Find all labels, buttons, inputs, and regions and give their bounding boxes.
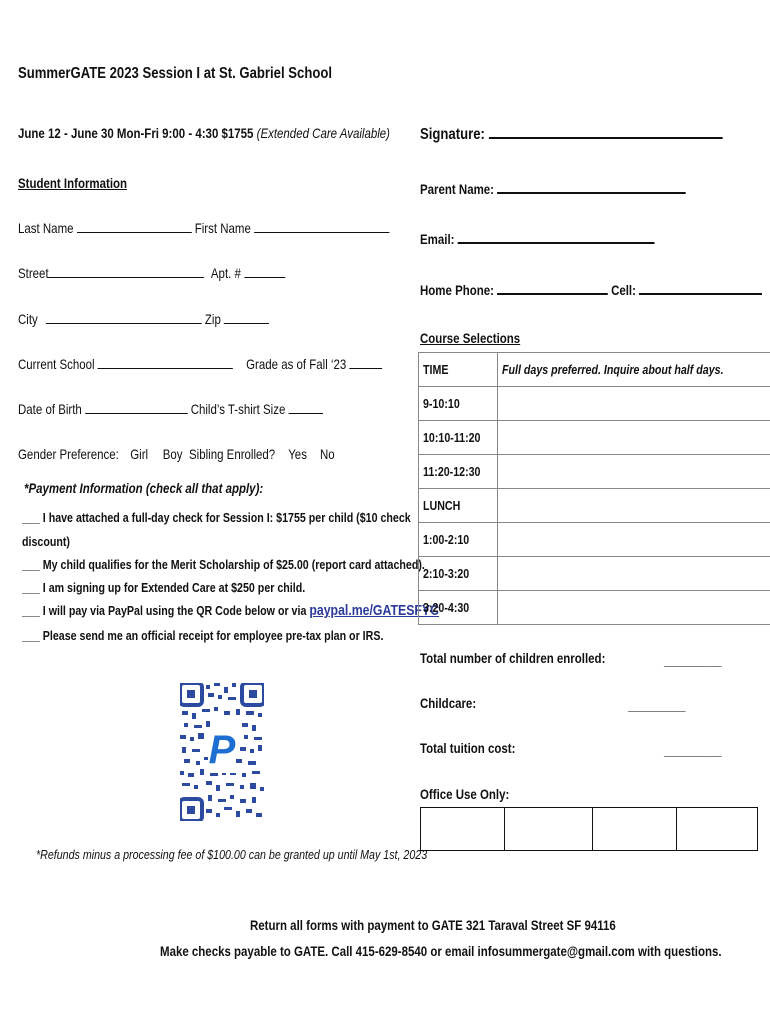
tuition-line[interactable]: _________ (664, 742, 722, 758)
student-info-heading: Student Information (18, 175, 128, 191)
total-children-line[interactable]: _________ (664, 652, 722, 668)
payment-blank-1[interactable]: ___ (22, 510, 40, 525)
payment-item-1-cont: discount) (22, 534, 70, 549)
payment-item-3-text: I am signing up for Extended Care at $250 per child. (42, 580, 306, 595)
signature-field[interactable] (420, 125, 722, 143)
name-row (18, 220, 389, 236)
dob-line[interactable] (85, 401, 187, 414)
payment-item-4-text: I will pay via PayPal using the QR Code below or via (42, 603, 307, 618)
time-slot: 11:20-12:30 (419, 455, 498, 489)
last-name-line[interactable] (77, 220, 192, 233)
street-line[interactable] (49, 265, 205, 278)
tshirt-line[interactable] (289, 401, 323, 414)
tuition-label: Total tuition cost: (420, 740, 516, 756)
childcare-label: Childcare: (420, 695, 477, 711)
payment-item-2-text: My child qualifies for the Merit Scholarship of $25.00 (report card attached). (42, 557, 425, 572)
paypal-link[interactable]: paypal.me/GATESFYC (309, 602, 439, 619)
session-extended: (Extended Care Available) (256, 125, 391, 141)
dob-row (18, 401, 323, 417)
course-table (418, 352, 770, 625)
parent-name-label: Parent Name: (420, 181, 495, 197)
city-label: City (18, 311, 38, 327)
last-name-label: Last Name (18, 220, 74, 236)
parent-name-line[interactable] (497, 180, 686, 194)
grade-label: Grade as of Fall ‘23 (246, 356, 347, 372)
payment-item-1-text: I have attached a full-day check for Session I: $1755 per child ($10 check (42, 510, 411, 525)
session-dates: June 12 - June 30 Mon-Fri 9:00 - 4:30 $1755 (18, 125, 254, 141)
course-cell[interactable] (498, 591, 770, 625)
table-row[interactable] (419, 591, 770, 625)
svg-text:P: P (208, 728, 236, 772)
office-cell (677, 808, 758, 851)
course-cell[interactable] (498, 455, 770, 489)
course-header-row (419, 353, 770, 387)
dob-label: Date of Birth (18, 401, 82, 417)
course-cell[interactable] (498, 489, 770, 523)
street-row (18, 265, 285, 281)
table-row[interactable] (419, 557, 770, 591)
current-school-line[interactable] (98, 356, 233, 369)
sibling-yes-option[interactable]: Yes (288, 446, 307, 462)
payment-item-1[interactable] (22, 510, 411, 526)
time-slot: 3:20-4:30 (419, 591, 498, 625)
office-cell (505, 808, 593, 851)
childcare-line[interactable]: _________ (628, 697, 686, 713)
table-row[interactable] (419, 523, 770, 557)
payment-blank-3[interactable]: ___ (22, 580, 40, 595)
office-cell (421, 808, 505, 851)
grade-line[interactable] (349, 356, 382, 369)
tshirt-label: Child’s T-shirt Size (190, 401, 286, 417)
table-row[interactable] (419, 387, 770, 421)
time-header: TIME (419, 353, 498, 387)
payment-item-3[interactable] (22, 580, 305, 596)
apt-label: Apt. # (210, 265, 241, 281)
payment-item-5-text: Please send me an official receipt for employee pre-tax plan or IRS. (42, 628, 384, 643)
session-info (18, 125, 390, 141)
course-cell[interactable] (498, 421, 770, 455)
refund-note: *Refunds minus a processing fee of $100.00 can be granted up until May 1st, 2023 (36, 847, 428, 862)
footer-line-2: Make checks payable to GATE. Call 415-629-8540 or email infosummergate@gmail.com with questions. (160, 943, 722, 959)
payment-item-5[interactable] (22, 628, 383, 644)
time-slot: 9-10:10 (419, 387, 498, 421)
office-cell (592, 808, 676, 851)
course-heading: Course Selections (420, 330, 521, 346)
current-school-label: Current School (18, 356, 95, 372)
table-row[interactable] (419, 489, 770, 523)
home-phone-line[interactable] (497, 281, 608, 295)
sibling-label: Sibling Enrolled? (189, 446, 276, 462)
zip-line[interactable] (224, 311, 269, 324)
time-slot: LUNCH (419, 489, 498, 523)
time-slot: 1:00-2:10 (419, 523, 498, 557)
cell-label: Cell: (611, 282, 636, 298)
total-children-label: Total number of children enrolled: (420, 650, 606, 666)
email-field[interactable] (420, 230, 654, 247)
school-row (18, 356, 382, 372)
email-label: Email: (420, 231, 455, 247)
street-label: Street (18, 265, 49, 281)
table-row[interactable] (419, 421, 770, 455)
phone-field[interactable] (420, 281, 762, 298)
girl-option[interactable]: Girl (130, 446, 149, 462)
signature-label: Signature: (420, 126, 485, 143)
boy-option[interactable]: Boy (162, 446, 183, 462)
course-cell[interactable] (498, 523, 770, 557)
signature-line[interactable] (489, 125, 723, 139)
table-row[interactable] (419, 455, 770, 489)
city-row (18, 311, 269, 327)
apt-line[interactable] (244, 265, 285, 278)
time-slot: 2:10-3:20 (419, 557, 498, 591)
payment-item-2[interactable] (22, 557, 425, 573)
home-phone-label: Home Phone: (420, 282, 494, 298)
first-name-label: First Name (194, 220, 251, 236)
gender-label: Gender Preference: (18, 446, 119, 462)
cell-line[interactable] (639, 281, 762, 295)
page-title: SummerGATE 2023 Session I at St. Gabriel School (18, 65, 333, 82)
footer-line-1: Return all forms with payment to GATE 321 Taraval Street SF 94116 (250, 917, 616, 933)
payment-heading: *Payment Information (check all that apply): (24, 480, 264, 496)
city-line[interactable] (46, 311, 202, 324)
course-cell[interactable] (498, 557, 770, 591)
course-cell[interactable] (498, 387, 770, 421)
payment-item-4[interactable] (22, 603, 439, 619)
first-name-line[interactable] (254, 220, 389, 233)
office-use-label: Office Use Only: (420, 786, 510, 802)
paypal-qr-code-icon[interactable] (180, 683, 264, 821)
office-use-table (420, 807, 758, 851)
payment-blank-2[interactable]: ___ (22, 557, 40, 572)
payment-blank-5[interactable]: ___ (22, 628, 40, 643)
note-header: Full days preferred. Inquire about half days. (498, 353, 770, 387)
sibling-no-option[interactable]: No (319, 446, 335, 462)
email-line[interactable] (458, 230, 655, 244)
time-slot: 10:10-11:20 (419, 421, 498, 455)
zip-label: Zip (204, 311, 221, 327)
parent-name-field[interactable] (420, 180, 686, 197)
gender-row (18, 446, 335, 462)
payment-blank-4[interactable]: ___ (22, 603, 40, 618)
